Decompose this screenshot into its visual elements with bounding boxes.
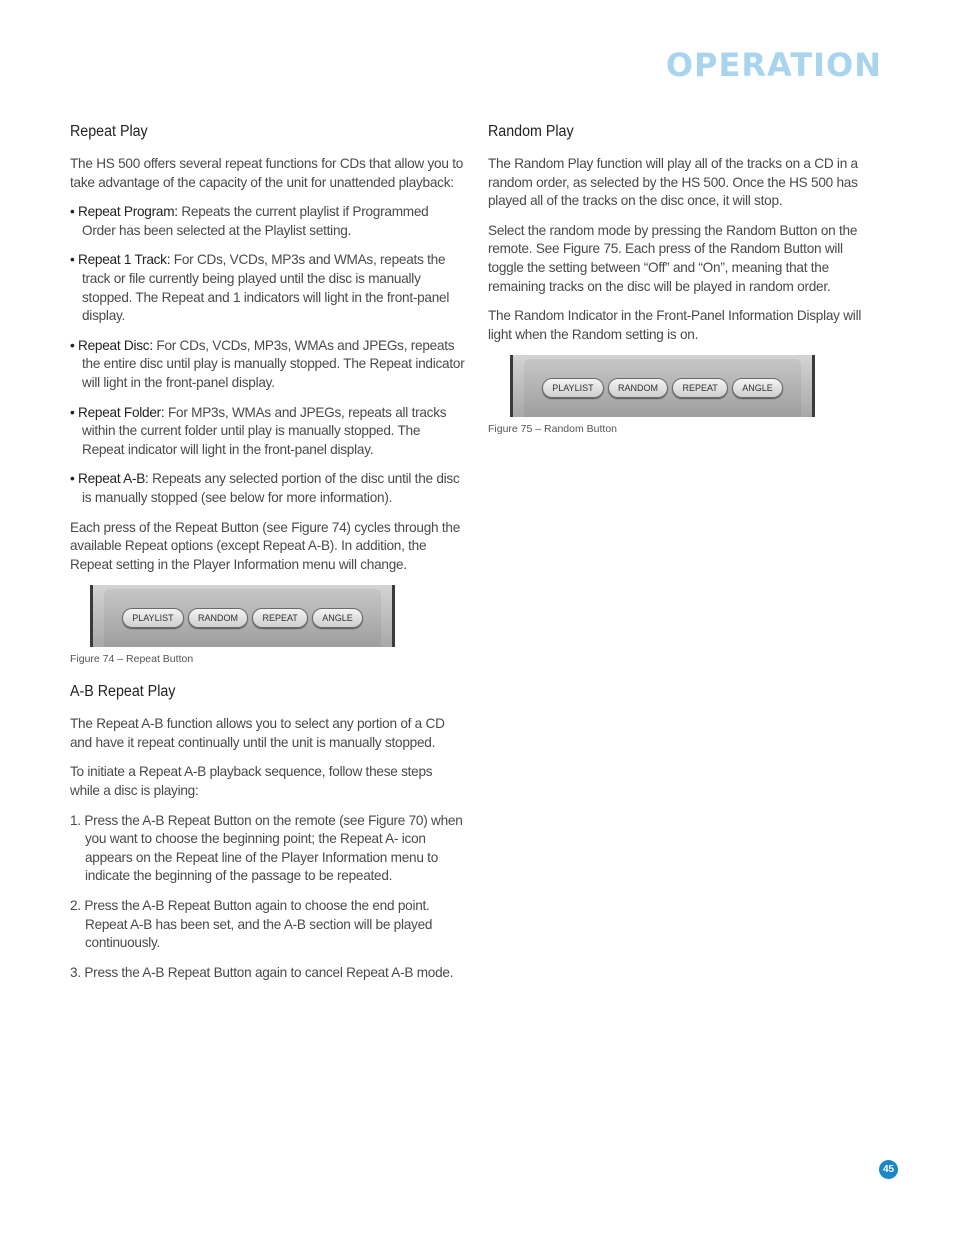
random-paragraph-2: Select the random mode by pressing the Random Button on the remote. See Figure 75. Each press of the Random Button will toggle the setting between “Off” and “On”, meaning that the remaining tracks on the disc will be played in random order. (488, 222, 858, 294)
random-remote-button: RANDOM (188, 608, 248, 628)
repeat-intro-paragraph: The HS 500 offers several repeat functions for CDs that allow you to take advantage of the capacity of the unit for unattended playback: (70, 156, 464, 190)
bullet-text: For CDs, VCDs, MP3s and WMAs, repeats the track or file currently being played until the disc is manually stopped. The Repeat and 1 indicators will light in the front-panel display. (82, 252, 450, 324)
bullet-repeat-program (70, 203, 465, 240)
ab-step-2: 2. Press the A-B Repeat Button again to choose the end point. Repeat A-B has been set, and the A-B section will be played continuously. (70, 898, 433, 951)
figure-74-caption: Figure 74 – Repeat Button (70, 653, 194, 666)
repeat-outro-paragraph: Each press of the Repeat Button (see Figure 74) cycles through the available Repeat options (except Repeat A-B). In addition, the Repeat setting in the Player Information menu will change. (70, 519, 461, 572)
random-paragraph-1: The Random Play function will play all of the tracks on a CD in a random order, as selected by the HS 500. Once the HS 500 has played all of the tracks on the disc once, it will stop. (488, 156, 858, 209)
page-number-badge: 45 (879, 1160, 898, 1179)
figure-75-remote-photo (510, 355, 815, 417)
playlist-remote-button: PLAYLIST (542, 378, 603, 398)
angle-remote-button: ANGLE (732, 378, 783, 398)
bullet-text: Repeats the current playlist if Programmed Order has been selected at the Playlist setting. (82, 204, 429, 238)
repeat-play-heading: Repeat Play (70, 123, 148, 140)
bullet-text: For MP3s, WMAs and JPEGs, repeats all tracks within the current folder until play is manually stopped. The Repeat indicator will light in the front-panel display. (82, 404, 447, 457)
section-title: OPERATION (665, 46, 882, 84)
bullet-key: • Repeat Folder: (70, 404, 165, 420)
repeat-remote-button: REPEAT (672, 378, 727, 398)
random-paragraph-3: The Random Indicator in the Front-Panel Information Display will light when the Random setting is on. (488, 308, 862, 342)
bullet-key: • Repeat Disc: (70, 337, 153, 353)
remote-button-row (104, 589, 381, 647)
remote-button-row (524, 359, 801, 417)
bullet-repeat-1-track (70, 251, 465, 325)
bullet-text: For CDs, VCDs, MP3s, WMAs and JPEGs, repeats the entire disc until play is manually stopped. The Repeat indicator will light in the front-panel display. (82, 337, 465, 390)
bullet-repeat-disc (70, 337, 465, 393)
repeat-remote-button: REPEAT (252, 608, 307, 628)
bullet-repeat-folder (70, 404, 465, 460)
ab-step-3: 3. Press the A-B Repeat Button again to cancel Repeat A-B mode. (70, 964, 454, 980)
bullet-key: • Repeat Program: (70, 204, 178, 220)
playlist-remote-button: PLAYLIST (122, 608, 183, 628)
figure-75-caption: Figure 75 – Random Button (488, 423, 617, 436)
figure-74-remote-photo (90, 585, 395, 647)
bullet-repeat-ab (70, 470, 465, 507)
angle-remote-button: ANGLE (312, 608, 363, 628)
right-column (488, 120, 873, 453)
ab-paragraph-2: To initiate a Repeat A-B playback sequence, follow these steps while a disc is playing: (70, 764, 433, 799)
random-play-heading: Random Play (488, 123, 574, 140)
ab-repeat-heading: A-B Repeat Play (70, 683, 176, 701)
left-column (70, 120, 465, 993)
ab-paragraph-1: The Repeat A-B function allows you to select any portion of a CD and have it repeat continually until the unit is manually stopped. (70, 716, 445, 750)
bullet-text: Repeats any selected portion of the disc until the disc is manually stopped (see below for more information). (82, 471, 460, 505)
bullet-key: • Repeat 1 Track: (70, 252, 171, 268)
ab-step-1: 1. Press the A-B Repeat Button on the remote (see Figure 70) when you want to choose the beginning point; the Repeat A- icon appears on the Repeat line of the Player Information menu to indicate the beginning of the passage to be repeated. (70, 812, 463, 884)
random-remote-button: RANDOM (608, 378, 668, 398)
bullet-key: • Repeat A-B: (70, 471, 149, 487)
